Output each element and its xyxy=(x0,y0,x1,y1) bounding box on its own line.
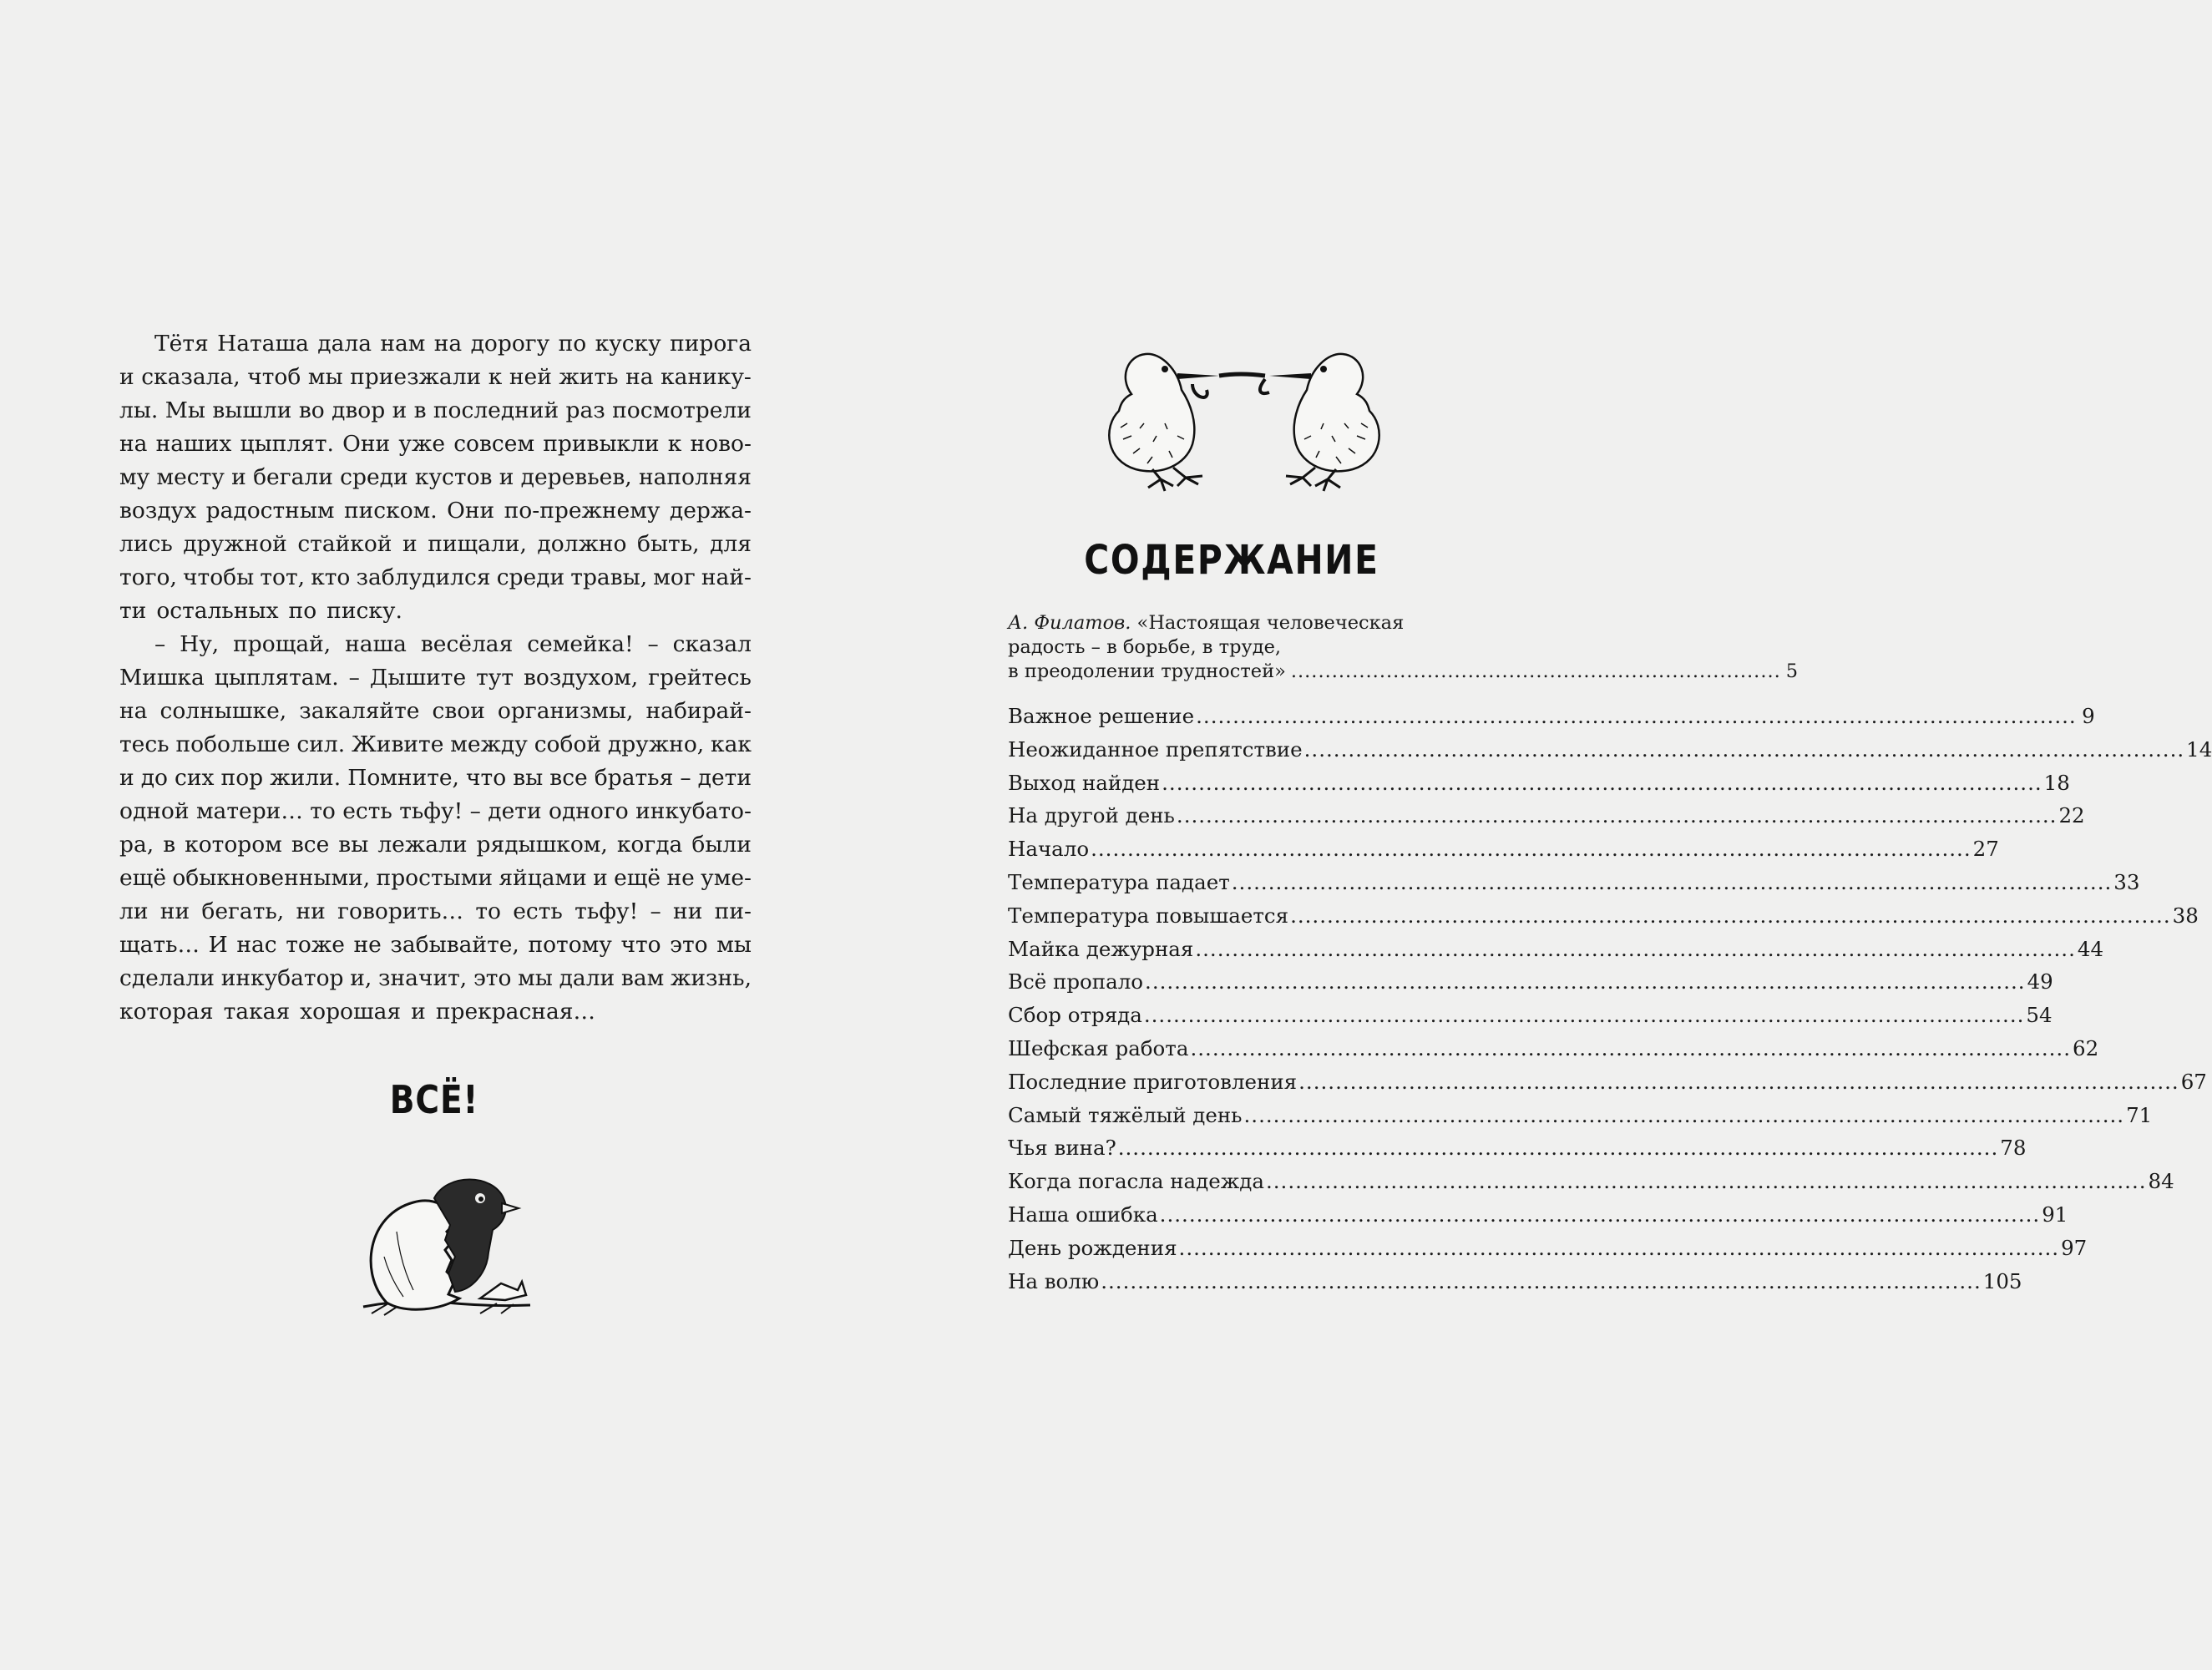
story-word: Они xyxy=(447,498,495,524)
story-word: как xyxy=(711,731,752,757)
story-word: лись xyxy=(119,531,173,557)
story-word: свои xyxy=(432,698,485,724)
story-word: одной xyxy=(119,798,190,824)
toc-leader-dots: ........................................................................................................................ xyxy=(1176,803,2058,828)
story-word: собой xyxy=(534,731,602,757)
story-word: и xyxy=(402,531,418,557)
story-word: солнышке, xyxy=(159,698,287,724)
story-word: сих xyxy=(175,765,215,791)
toc-entry-page-number: 54 xyxy=(2026,1003,2053,1028)
toc-entry-title: Начало xyxy=(1008,837,1090,862)
toc-leader-dots: ........................................................................................................................ xyxy=(1265,1169,2147,1194)
the-end-title: ВСЁ! xyxy=(389,1077,479,1122)
toc-entry-title: Температура падает xyxy=(1008,869,1230,894)
story-word: Помните, xyxy=(347,765,459,791)
toc-entry-title: Температура повышается xyxy=(1008,903,1289,928)
story-line xyxy=(119,528,752,561)
story-word: куску xyxy=(595,331,661,357)
story-word: во xyxy=(298,397,325,423)
story-line xyxy=(119,762,752,795)
story-word: жили. xyxy=(270,765,342,791)
toc-entry[interactable] xyxy=(1008,1165,2174,1198)
story-word: это xyxy=(670,932,708,958)
story-word: то xyxy=(310,798,336,824)
story-line xyxy=(119,929,752,962)
toc-entry[interactable] xyxy=(1008,933,2104,966)
story-line xyxy=(119,661,752,695)
story-word: набирай- xyxy=(645,698,752,724)
story-word: ли xyxy=(119,898,149,924)
story-word: кто xyxy=(311,564,351,590)
story-word: простыми xyxy=(376,865,493,891)
contents-heading: СОДЕРЖАНИЕ xyxy=(1084,537,1379,584)
story-word: остальных xyxy=(156,598,279,624)
toc-leader-dots: ........................................................................................................................ xyxy=(1145,969,2026,994)
toc-preface-entry[interactable] xyxy=(1008,611,1799,684)
story-word: по-прежнему xyxy=(504,498,661,524)
story-word: канику- xyxy=(661,364,752,390)
story-word: ещё xyxy=(119,865,167,891)
story-word: сказала, xyxy=(141,364,240,390)
toc-entry[interactable] xyxy=(1008,767,2070,800)
story-word: нас xyxy=(236,932,277,958)
story-word: забывайте, xyxy=(390,932,519,958)
story-line xyxy=(119,327,752,361)
toc-entry-page-number: 105 xyxy=(1982,1268,2022,1293)
toc-entry[interactable] xyxy=(1008,866,2140,899)
story-word: и, xyxy=(350,965,372,991)
right-page xyxy=(835,0,2212,1670)
story-word: потому xyxy=(528,932,612,958)
toc-leader-dots: ........................................................................................................................ xyxy=(1298,1069,2179,1094)
toc-entry[interactable] xyxy=(1008,899,2199,933)
story-word: пищали, xyxy=(428,531,527,557)
story-word: – xyxy=(154,631,166,657)
story-word: на xyxy=(119,698,148,724)
toc-entry-title: Наша ошибка xyxy=(1008,1202,1158,1227)
story-word: ти xyxy=(119,598,147,624)
story-line xyxy=(119,995,752,1029)
toc-entry-page-number: 62 xyxy=(2073,1035,2099,1060)
story-word: воздух xyxy=(119,498,197,524)
toc-entry-page-number: 18 xyxy=(2043,770,2070,795)
story-word: травы, xyxy=(570,564,648,590)
story-word: и xyxy=(119,765,134,791)
story-line xyxy=(119,394,752,428)
hatching-chick-illustration xyxy=(355,1173,539,1323)
story-word: вы xyxy=(513,765,544,791)
story-word: быть, xyxy=(637,531,700,557)
story-word: и xyxy=(411,999,426,1025)
story-word: тьфу! xyxy=(399,798,463,824)
story-word: и xyxy=(231,464,246,490)
story-line xyxy=(119,862,752,895)
story-word: – xyxy=(469,798,481,824)
story-word: котором xyxy=(185,832,282,858)
story-line xyxy=(119,595,752,628)
story-word: тесь xyxy=(119,731,170,757)
toc-entry-title: Важное решение xyxy=(1008,704,1195,728)
story-line xyxy=(119,461,752,494)
story-word: на xyxy=(625,364,654,390)
story-word: по xyxy=(558,331,587,357)
story-word: дружной xyxy=(183,531,287,557)
story-word: что xyxy=(466,765,507,791)
story-word: писку. xyxy=(326,598,402,624)
story-line xyxy=(119,728,752,762)
toc-entry-page-number: 38 xyxy=(2172,903,2199,928)
story-word: одного xyxy=(548,798,629,824)
story-line xyxy=(119,962,752,995)
story-word: обыкновенными, xyxy=(172,865,371,891)
story-word: того, xyxy=(119,564,177,590)
story-word: кустов xyxy=(414,464,493,490)
story-word: наполняя xyxy=(638,464,752,490)
story-word: наша xyxy=(345,631,407,657)
story-word: к xyxy=(667,431,682,457)
story-word: последний xyxy=(433,397,559,423)
story-word: цыплятам. xyxy=(214,665,339,691)
story-word: для xyxy=(710,531,752,557)
story-line xyxy=(119,828,752,862)
story-word: дружно, xyxy=(607,731,705,757)
story-word: по xyxy=(288,598,317,624)
preface-page-number: 5 xyxy=(1785,660,1799,682)
story-word: весёлая xyxy=(420,631,514,657)
story-word: не xyxy=(666,865,695,891)
story-word: инкубато- xyxy=(635,798,752,824)
story-word: ни xyxy=(159,898,190,924)
toc-leader-dots: ........................................................................................................................ xyxy=(1117,1136,1999,1161)
toc-entry-title: Последние приготовления xyxy=(1008,1069,1298,1094)
toc-leader-dots: ........................................................................................................................ xyxy=(1091,837,1972,862)
story-word: дали xyxy=(559,965,615,991)
story-word: среди xyxy=(496,564,565,590)
story-word: Живите xyxy=(352,731,444,757)
story-word: все xyxy=(549,765,588,791)
toc-entry[interactable] xyxy=(1008,799,2085,832)
story-word: вышли xyxy=(212,397,292,423)
story-word: закаляйте xyxy=(299,698,420,724)
toc-entry[interactable] xyxy=(1008,965,2053,999)
toc-leader-dots: ........................................................................................................................ xyxy=(1303,736,2185,762)
story-word: най- xyxy=(701,564,752,590)
toc-entry-page-number: 22 xyxy=(2058,803,2085,828)
toc-entry[interactable] xyxy=(1008,1232,2088,1265)
story-word: и xyxy=(499,464,514,490)
story-word: стайкой xyxy=(297,531,392,557)
story-word: не xyxy=(353,932,382,958)
story-line xyxy=(119,795,752,828)
story-word: все xyxy=(291,832,330,858)
story-word: чтоб xyxy=(247,364,301,390)
story-word: месту xyxy=(156,464,225,490)
story-word: посмотрели xyxy=(612,397,752,423)
toc-entry[interactable] xyxy=(1008,1065,2207,1099)
preface-title-line2: радость – в борьбе, в труде, xyxy=(1008,636,1282,658)
story-word: на xyxy=(433,331,463,357)
story-word: – xyxy=(348,665,360,691)
story-word: инкубатор xyxy=(220,965,344,991)
story-word: пирога xyxy=(670,331,752,357)
story-word: рядышком, xyxy=(476,832,608,858)
toc-entry[interactable] xyxy=(1008,700,2095,733)
story-word: Наташа xyxy=(217,331,309,357)
toc-entry-page-number: 91 xyxy=(2042,1202,2068,1227)
story-word: пор xyxy=(220,765,264,791)
story-word: когда xyxy=(616,832,683,858)
toc-entry-title: Шефская работа xyxy=(1008,1035,1189,1060)
story-word: пи- xyxy=(714,898,752,924)
story-word: яйцами xyxy=(499,865,587,891)
toc-entry-page-number: 33 xyxy=(2113,869,2140,894)
story-word: Ну, xyxy=(180,631,220,657)
story-word: сказал xyxy=(672,631,752,657)
story-word: жизнь, xyxy=(670,965,752,991)
toc-entry-title: Всё пропало xyxy=(1008,969,1144,994)
story-word: в xyxy=(163,832,176,858)
toc-entry-title: День рождения xyxy=(1008,1235,1177,1260)
toc-entry[interactable] xyxy=(1008,1198,2068,1232)
toc-entry-page-number: 84 xyxy=(2148,1169,2174,1194)
story-line xyxy=(119,628,752,661)
story-word: дала xyxy=(317,331,372,357)
toc-entry-page-number: 44 xyxy=(2077,936,2104,961)
toc-entry-page-number: 71 xyxy=(2126,1102,2153,1127)
story-word: мог xyxy=(653,564,696,590)
story-word: привыкли xyxy=(543,431,660,457)
toc-entry-page-number: 27 xyxy=(1972,837,1999,862)
toc-entry-title: На другой день xyxy=(1008,803,1175,828)
story-word: нам xyxy=(380,331,426,357)
story-word: вы xyxy=(338,832,369,858)
story-word: что xyxy=(620,932,661,958)
story-word: заблудился xyxy=(356,564,491,590)
story-word: должно xyxy=(537,531,627,557)
toc-entry[interactable] xyxy=(1008,1032,2099,1065)
toc-entry-title: Неожиданное препятствие xyxy=(1008,736,1303,762)
story-word: лы. xyxy=(119,397,159,423)
story-word: и xyxy=(119,364,134,390)
toc-entry-title: Выход найден xyxy=(1008,770,1161,795)
toc-entry-page-number: 49 xyxy=(2027,969,2053,994)
story-word: хорошая xyxy=(300,999,402,1025)
toc-entry-title: Когда погасла надежда xyxy=(1008,1169,1264,1194)
story-word: наших xyxy=(155,431,232,457)
story-word: бегали xyxy=(253,464,333,490)
story-word: двор xyxy=(332,397,386,423)
story-word: Мы xyxy=(165,397,205,423)
story-word: и xyxy=(392,397,407,423)
story-word: побольше xyxy=(175,731,291,757)
story-word: Они xyxy=(342,431,391,457)
story-word: – xyxy=(650,898,661,924)
toc-entry-page-number: 97 xyxy=(2061,1235,2088,1260)
story-word: между xyxy=(450,731,528,757)
toc-leader-dots: ........................................................................................................................ xyxy=(1231,869,2113,894)
toc-leader-dots: ........................................................................................................................ xyxy=(1178,1235,2060,1260)
story-word: прощай, xyxy=(233,631,332,657)
story-word: ни xyxy=(296,898,326,924)
toc-entry[interactable] xyxy=(1008,733,2212,767)
story-word: матери… xyxy=(195,798,303,824)
story-word: прекрасная… xyxy=(435,999,595,1025)
story-word: есть xyxy=(342,798,392,824)
story-word: – xyxy=(647,631,659,657)
story-word: лежали xyxy=(377,832,468,858)
two-chicks-illustration xyxy=(1094,344,1395,498)
story-word: писком. xyxy=(343,498,438,524)
story-word: это xyxy=(473,965,512,991)
story-word: мы xyxy=(716,932,752,958)
left-page xyxy=(0,0,835,1670)
toc-leader-dots: ........................................................................................................................ xyxy=(1196,704,2077,728)
story-word: которая xyxy=(119,999,214,1025)
story-word: на xyxy=(119,431,148,457)
toc-leader-dots: ........................................................................................................................ xyxy=(1190,1035,2072,1060)
story-word: уже xyxy=(398,431,446,457)
toc-entry-page-number: 78 xyxy=(2000,1136,2027,1161)
story-word: Мишка xyxy=(119,665,205,691)
toc-entry[interactable] xyxy=(1008,1099,2153,1132)
toc-leader-dots: ........................................................................................................................ xyxy=(1290,903,2171,928)
story-word: в xyxy=(413,397,427,423)
story-line xyxy=(119,494,752,528)
story-word: ра, xyxy=(119,832,154,858)
story-word: И xyxy=(208,932,228,958)
toc-leader-dots: ........................................................................ xyxy=(1290,660,1781,682)
story-word: организмы, xyxy=(497,698,634,724)
toc-entry[interactable] xyxy=(1008,832,1999,866)
toc-entry-title: Майка дежурная xyxy=(1008,936,1194,961)
story-word: семейка! xyxy=(527,631,634,657)
story-word: дети xyxy=(697,765,752,791)
preface-author: А. Филатов. xyxy=(1008,612,1131,634)
story-word: цыплят. xyxy=(240,431,334,457)
story-line xyxy=(119,361,752,394)
story-word: грейтесь xyxy=(648,665,752,691)
story-word: дети xyxy=(488,798,542,824)
toc-entry[interactable] xyxy=(1008,999,2053,1032)
story-word: радостным xyxy=(205,498,335,524)
toc-entry-page-number: 9 xyxy=(2082,704,2095,728)
story-word: Тётя xyxy=(154,331,209,357)
toc-leader-dots: ........................................................................................................................ xyxy=(1159,1202,2041,1227)
story-word: деревьев, xyxy=(520,464,632,490)
story-word: тут xyxy=(476,665,514,691)
story-word: раз xyxy=(565,397,605,423)
toc-entry-page-number: 14 xyxy=(2186,736,2212,762)
story-text xyxy=(119,327,752,1029)
preface-title-line3: в преодолении трудностей» xyxy=(1008,660,1286,682)
story-line xyxy=(119,695,752,728)
story-word: чтобы xyxy=(183,564,255,590)
story-word: ни xyxy=(673,898,703,924)
story-word: ново- xyxy=(690,431,752,457)
toc-entry[interactable] xyxy=(1008,1131,2027,1165)
story-word: то xyxy=(475,898,501,924)
story-word: сил. xyxy=(296,731,346,757)
story-word: есть xyxy=(513,898,563,924)
story-word: му xyxy=(119,464,150,490)
toc-leader-dots: ........................................................................................................................ xyxy=(1101,1268,1982,1293)
story-word: до xyxy=(140,765,168,791)
story-line xyxy=(119,428,752,461)
story-word: тот, xyxy=(260,564,306,590)
story-word: говорить… xyxy=(337,898,464,924)
story-word: мы xyxy=(518,965,553,991)
preface-title-line1: «Настоящая человеческая xyxy=(1136,612,1405,634)
story-word: приезжали xyxy=(350,364,482,390)
story-word: ещё xyxy=(614,865,661,891)
toc-entry-title: Чья вина? xyxy=(1008,1136,1116,1161)
story-word: мы xyxy=(307,364,343,390)
toc-entry-title: Сбор отряда xyxy=(1008,1003,1142,1028)
toc-leader-dots: ........................................................................................................................ xyxy=(1162,770,2042,795)
table-of-contents xyxy=(1008,700,2212,1298)
story-word: были xyxy=(691,832,752,858)
story-word: тьфу! xyxy=(575,898,639,924)
story-word: братья xyxy=(594,765,674,791)
story-word: уме- xyxy=(701,865,752,891)
story-word: и xyxy=(593,865,608,891)
story-word: жить xyxy=(559,364,619,390)
story-word: держа- xyxy=(669,498,752,524)
toc-entry[interactable] xyxy=(1008,1265,2022,1298)
story-word: щать… xyxy=(119,932,200,958)
story-word: вам xyxy=(620,965,665,991)
story-word: Дышите xyxy=(369,665,467,691)
story-word: бегать, xyxy=(201,898,285,924)
story-line xyxy=(119,561,752,595)
story-word: ней xyxy=(509,364,552,390)
story-word: дорогу xyxy=(470,331,550,357)
toc-leader-dots: ........................................................................................................................ xyxy=(1195,936,2076,961)
toc-entry-title: Самый тяжёлый день xyxy=(1008,1102,1243,1127)
story-word: тоже xyxy=(286,932,345,958)
story-word: сделали xyxy=(119,965,215,991)
story-word: – xyxy=(680,765,691,791)
story-word: совсем xyxy=(453,431,535,457)
story-word: среди xyxy=(340,464,408,490)
story-word: значит, xyxy=(378,965,468,991)
story-word: такая xyxy=(223,999,291,1025)
story-line xyxy=(119,895,752,929)
toc-leader-dots: ........................................................................................................................ xyxy=(1243,1102,2125,1127)
story-word: к xyxy=(488,364,503,390)
story-word: воздухом, xyxy=(524,665,639,691)
toc-leader-dots: ........................................................................................................................ xyxy=(1143,1003,2025,1028)
toc-entry-page-number: 67 xyxy=(2180,1069,2207,1094)
toc-entry-title: На волю xyxy=(1008,1268,1100,1293)
